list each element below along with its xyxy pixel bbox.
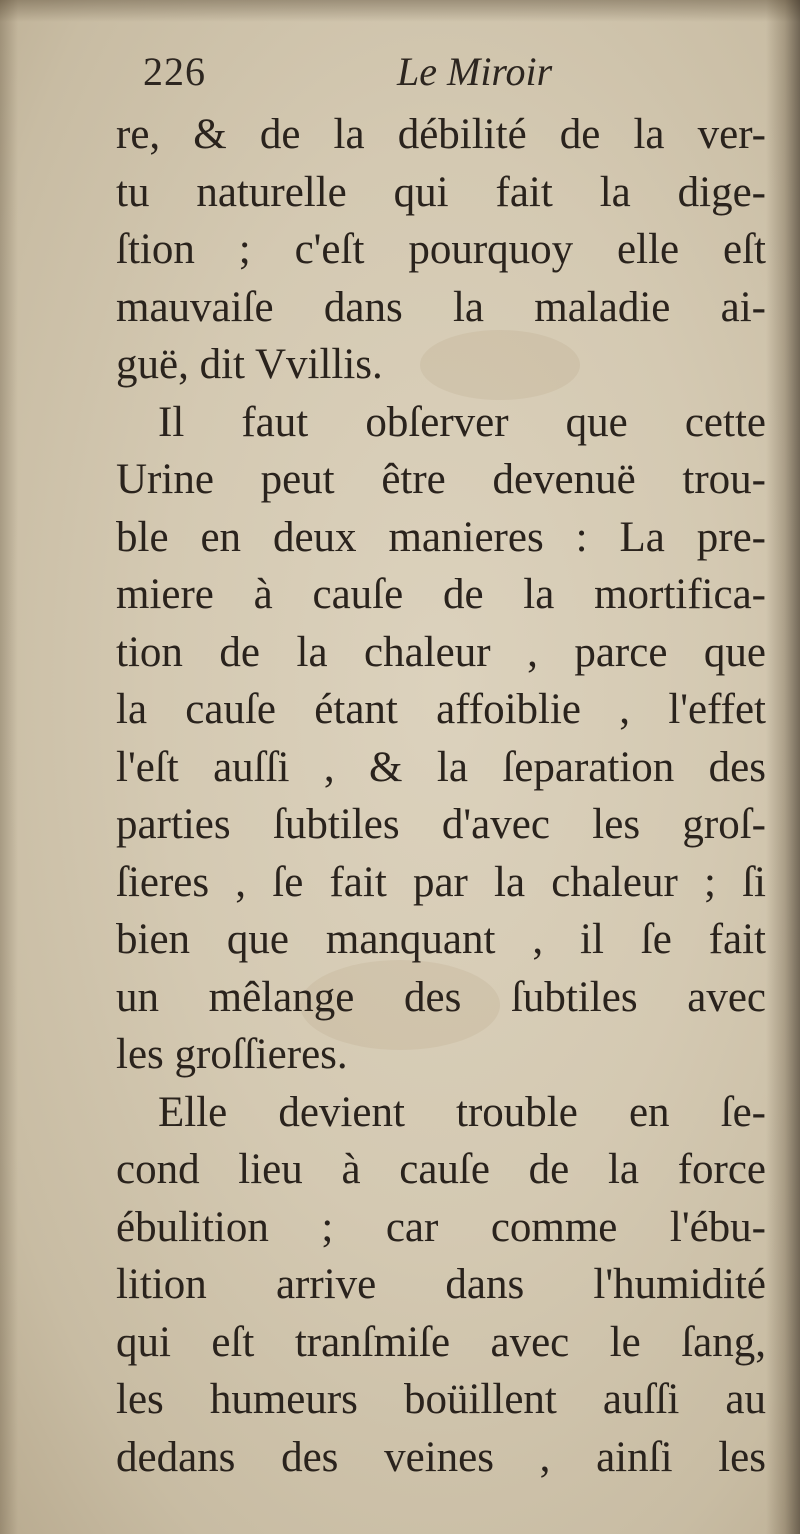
paragraph — [116, 106, 766, 394]
text-line: dedans des veines , ainſi les — [116, 1433, 766, 1481]
text-line: bien que manquant , il ſe fait — [116, 916, 766, 963]
text-line: un mêlange des ſubtiles avec — [116, 973, 766, 1021]
text-line: guë, dit Vvillis. — [116, 341, 383, 388]
text-line: la cauſe étant affoiblie , l'effet — [116, 686, 766, 733]
page-header — [143, 48, 613, 104]
text-line: Elle devient trouble en ſe- — [158, 1088, 766, 1136]
page-shadow-right — [766, 0, 800, 1534]
text-line: les groſſieres. — [116, 1031, 348, 1078]
text-line: ſtion ; c'eſt pourquoy elle eſt — [116, 226, 766, 273]
text-line: parties ſubtiles d'avec les groſ- — [116, 801, 766, 848]
page-shadow-left — [0, 0, 18, 1534]
text-line: lition arrive dans l'humidité — [116, 1261, 766, 1308]
page-number: 226 — [143, 49, 206, 94]
body-text — [116, 106, 766, 1486]
text-line: mauvaiſe dans la maladie ai- — [116, 283, 766, 331]
text-line: cond lieu à cauſe de la force — [116, 1146, 766, 1193]
text-line: ble en deux manieres : La pre- — [116, 513, 766, 561]
text-line: l'eſt auſſi , & la ſeparation des — [116, 743, 766, 791]
text-line: les humeurs boüillent auſſi au — [116, 1376, 766, 1423]
page-shadow-top — [0, 0, 800, 22]
text-line: miere à cauſe de la mortifica- — [116, 571, 766, 618]
text-line: Il faut obſerver que cette — [158, 398, 766, 446]
paragraph — [116, 1084, 766, 1487]
text-line: ébulition ; car comme l'ébu- — [116, 1203, 766, 1251]
text-line: re, & de la débilité de la ver- — [116, 111, 766, 158]
text-line: ſieres , ſe fait par la chaleur ; ſi — [116, 858, 766, 906]
text-line: qui eſt tranſmiſe avec le ſang, — [116, 1318, 766, 1366]
text-line: tu naturelle qui fait la dige- — [116, 168, 766, 216]
paragraph — [116, 394, 766, 1084]
text-line: Urine peut être devenuë trou- — [116, 456, 766, 503]
running-title: Le Miroir — [397, 49, 553, 94]
text-line: tion de la chaleur , parce que — [116, 628, 766, 676]
